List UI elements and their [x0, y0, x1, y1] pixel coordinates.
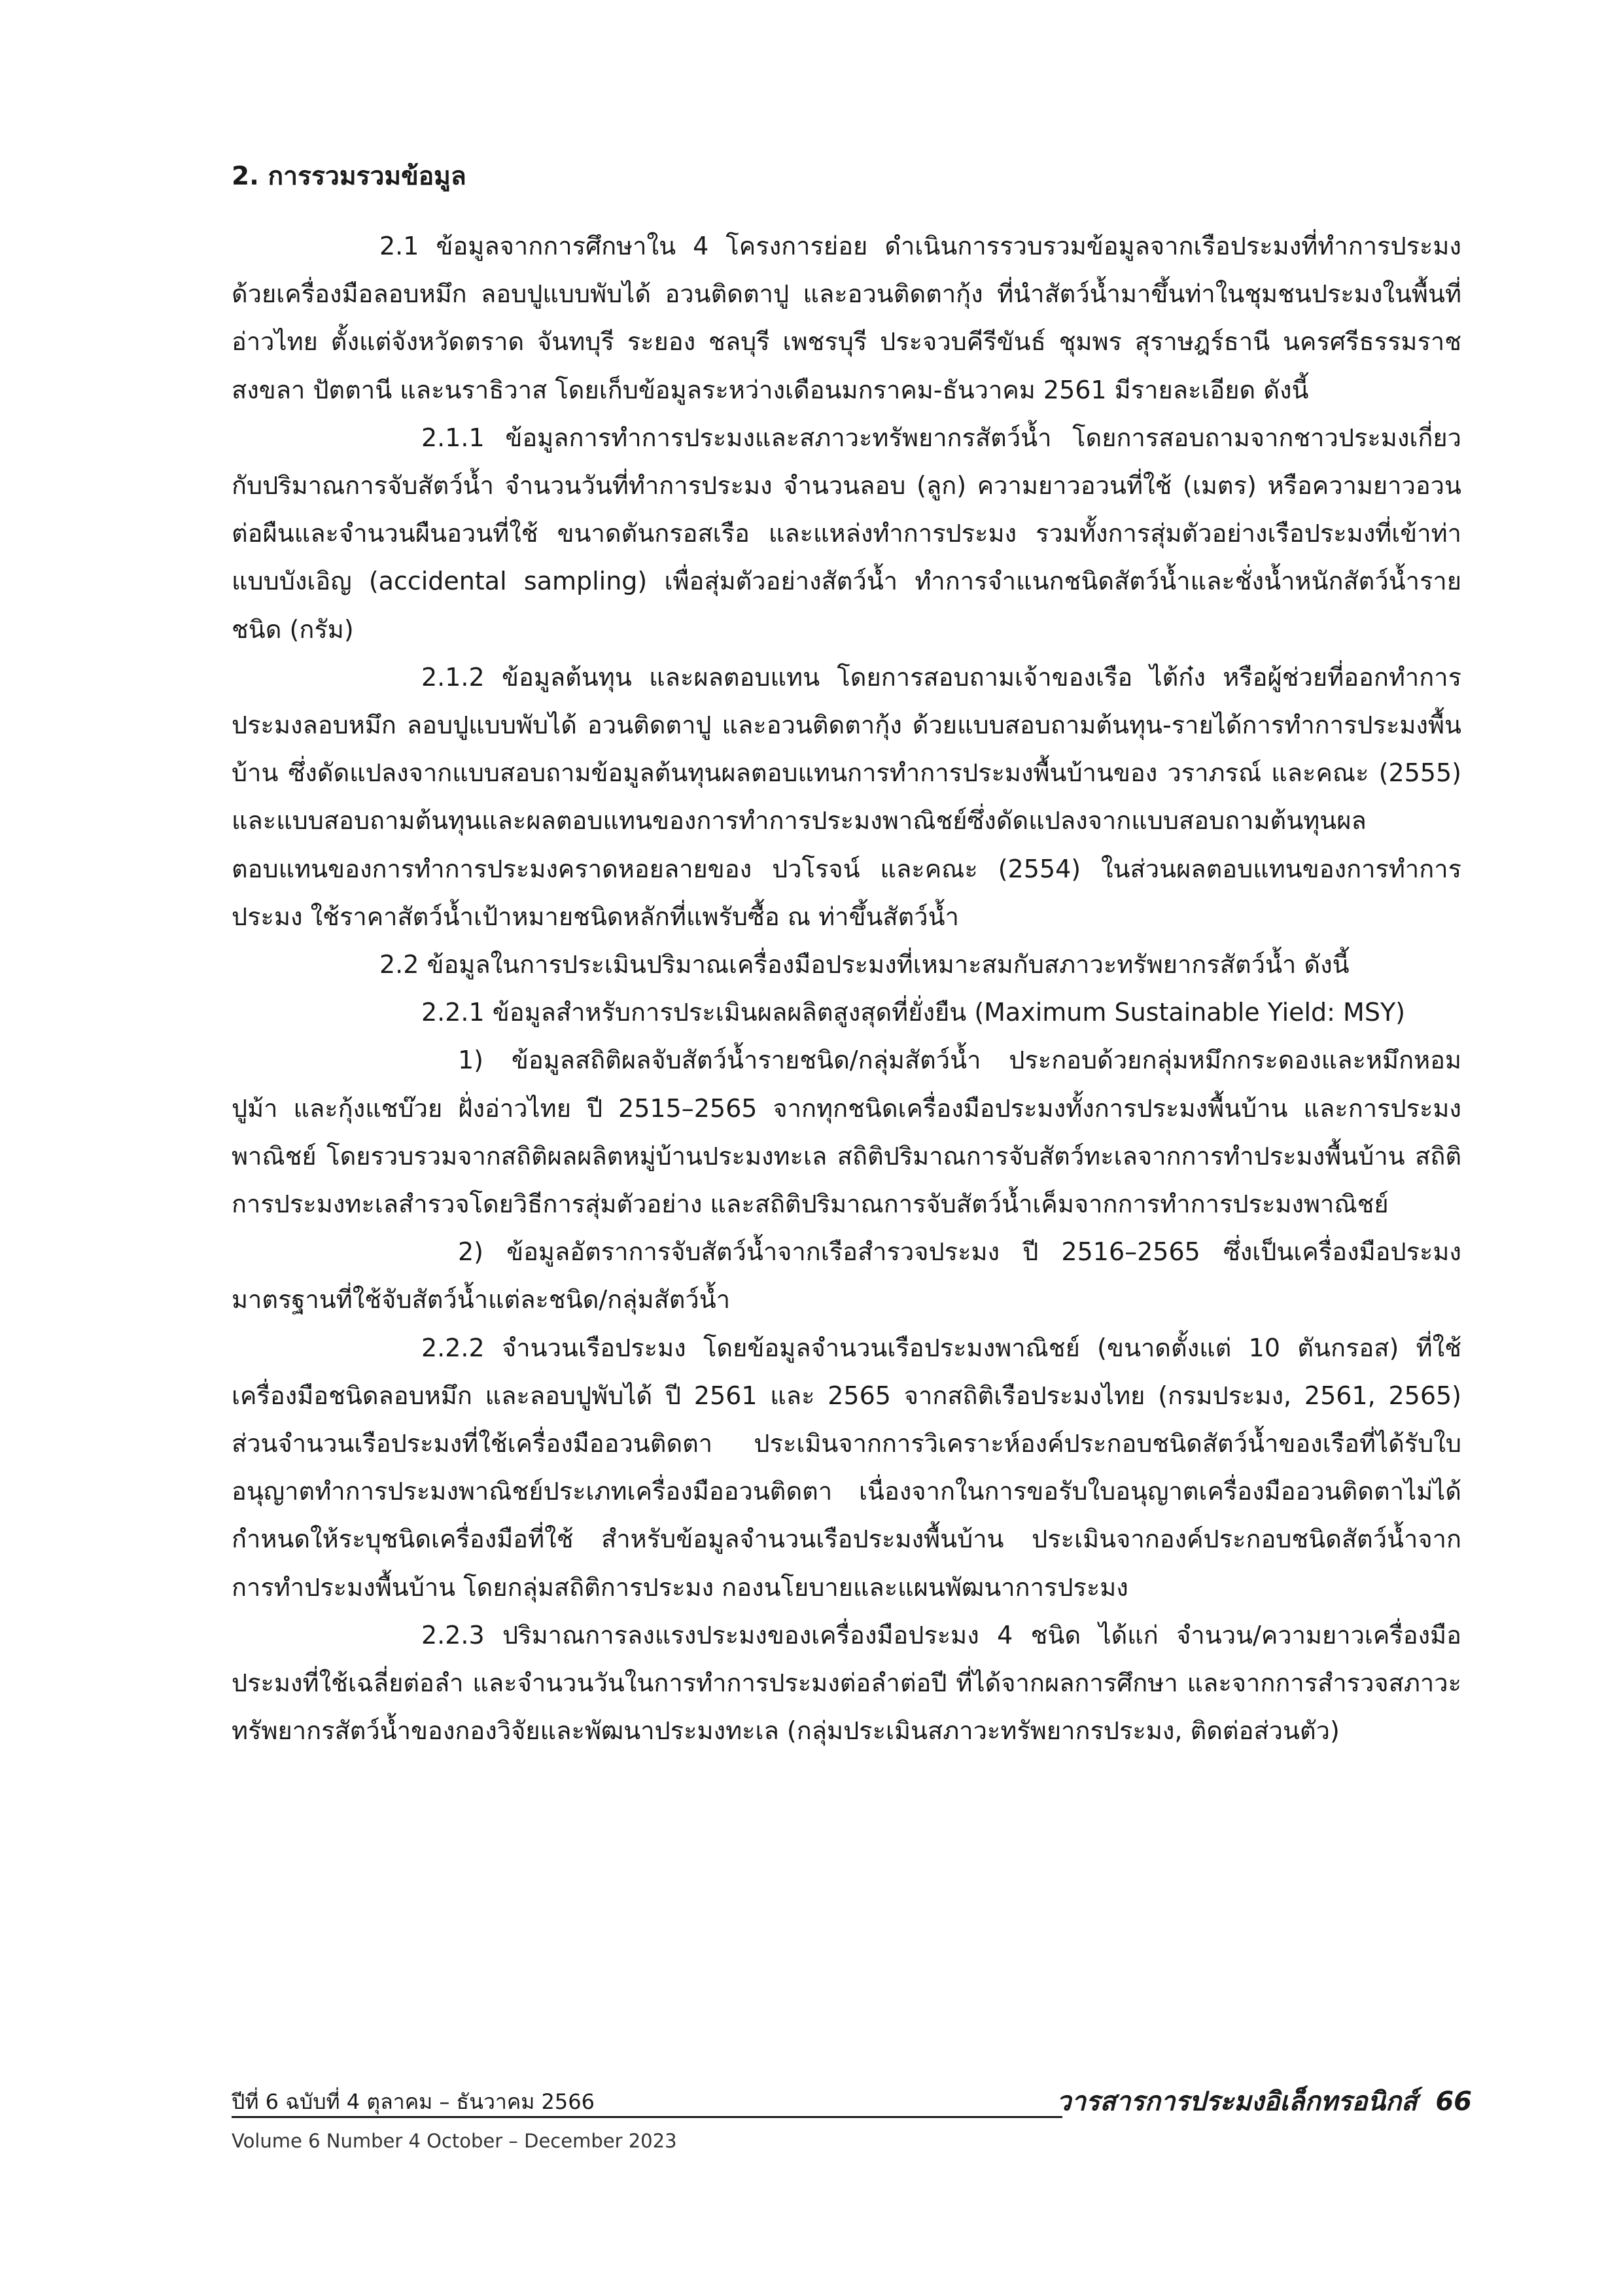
footer-issue-thai: ปีที่ 6 ฉบับที่ 4 ตุลาคม – ธันวาคม 2566 [232, 2089, 595, 2114]
page-footer [232, 2081, 1472, 2152]
footer-journal-title [1056, 2083, 1472, 2120]
paragraph-2-2-3: 2.2.3 ปริมาณการลงแรงประมงของเครื่องมือประมง 4 ชนิด ได้แก่ จำนวน/ความยาวเครื่องมือประมงที่ใช้เฉลี่ยต่อลำ และจำนวนวันในการทำการประมงต่อลำต่อปี ที่ได้จากผลการศึกษา และจากการสำรวจสภาวะทรัพยากรสัตว์น้ำของกองวิจัยและพัฒนาประมงทะเล (กลุ่มประเมินสภาวะทรัพยากรประมง, ติดต่อส่วนตัว) [232, 1620, 1461, 1746]
footer-issue-english: Volume 6 Number 4 October – December 2023 [232, 2130, 677, 2152]
paragraph-2-2: 2.2 ข้อมูลในการประเมินปริมาณเครื่องมือประมงที่เหมาะสมกับสภาวะทรัพยากรสัตว์น้ำ ดังนี้ [379, 950, 1350, 980]
page-body [232, 157, 1461, 1756]
paragraph-2-2-1-item-2: 2) ข้อมูลอัตราการจับสัตว์น้ำจากเรือสำรวจประมง ปี 2516–2565 ซึ่งเป็นเครื่องมือประมงมาตรฐานที่ใช้จับสัตว์น้ำแต่ละชนิด/กลุ่มสัตว์น้ำ [232, 1237, 1461, 1315]
footer-divider [232, 2116, 1062, 2118]
section-heading: 2. การรวมรวมข้อมูล [232, 162, 466, 191]
paragraph-2-1-1: 2.1.1 ข้อมูลการทำการประมงและสภาวะทรัพยากรสัตว์น้ำ โดยการสอบถามจากชาวประมงเกี่ยวกับปริมาณการจับสัตว์น้ำ จำนวนวันที่ทำการประมง จำนวนลอบ (ลูก) ความยาวอวนที่ใช้ (เมตร) หรือความยาวอวนต่อผืนและจำนวนผืนอวนที่ใช้ ขนาดตันกรอสเรือ และแหล่งทำการประมง รวมทั้งการสุ่มตัวอย่างเรือประมงที่เข้าท่าแบบบังเอิญ (accidental sampling) เพื่อสุ่มตัวอย่างสัตว์น้ำ ทำการจำแนกชนิดสัตว์น้ำและชั่งน้ำหนักสัตว์น้ำรายชนิด (กรัม) [232, 423, 1461, 644]
journal-title: วารสารการประมงอิเล็กทรอนิกส์ [1056, 2087, 1418, 2117]
paragraph-2-1-2: 2.1.2 ข้อมูลต้นทุน และผลตอบแทน โดยการสอบถามเจ้าของเรือ ไต้ก๋ง หรือผู้ช่วยที่ออกทำการประมงลอบหมึก ลอบปูแบบพับได้ อวนติดตาปู และอวนติดตากุ้ง ด้วยแบบสอบถามต้นทุน-รายได้การทำการประมงพื้นบ้าน ซึ่งดัดแปลงจากแบบสอบถามข้อมูลต้นทุนผลตอบแทนการทำการประมงพื้นบ้านของ วราภรณ์ และคณะ (2555) และแบบสอบถามต้นทุนและผลตอบแทนของการทำการประมงพาณิชย์ซึ่งดัดแปลงจากแบบสอบถามต้นทุนผลตอบแทนของการทำการประมงคราดหอยลายของ ปวโรจน์ และคณะ (2554) ในส่วนผลตอบแทนของการทำการประมง ใช้ราคาสัตว์น้ำเป้าหมายชนิดหลักที่แพรับซื้อ ณ ท่าขึ้นสัตว์น้ำ [232, 662, 1461, 931]
paragraph-2-1: 2.1 ข้อมูลจากการศึกษาใน 4 โครงการย่อย ดำเนินการรวบรวมข้อมูลจากเรือประมงที่ทำการประมงด้วยเครื่องมือลอบหมึก ลอบปูแบบพับได้ อวนติดตาปู และอวนติดตากุ้ง ที่นำสัตว์น้ำมาขึ้นท่าในชุมชนประมงในพื้นที่อ่าวไทย ตั้งแต่จังหวัดตราด จันทบุรี ระยอง ชลบุรี เพชรบุรี ประจวบคีรีขันธ์ ชุมพร สุราษฎร์ธานี นครศรีธรรมราช สงขลา ปัตตานี และนราธิวาส โดยเก็บข้อมูลระหว่างเดือนมกราคม-ธันวาคม 2561 มีรายละเอียด ดังนี้ [232, 232, 1461, 404]
page-number: 66 [1435, 2087, 1472, 2117]
paragraph-2-2-1: 2.2.1 ข้อมูลสำหรับการประเมินผลผลิตสูงสุดที่ยั่งยืน (Maximum Sustainable Yield: MSY) [421, 998, 1406, 1027]
paragraph-2-2-1-item-1: 1) ข้อมูลสถิติผลจับสัตว์น้ำรายชนิด/กลุ่มสัตว์น้ำ ประกอบด้วยกลุ่มหมึกกระดองและหมึกหอม ปูม้า และกุ้งแชบ๊วย ฝั่งอ่าวไทย ปี 2515–2565 จากทุกชนิดเครื่องมือประมงทั้งการประมงพื้นบ้าน และการประมงพาณิชย์ โดยรวบรวมจากสถิติผลผลิตหมู่บ้านประมงทะเล สถิติปริมาณการจับสัตว์ทะเลจากการทำประมงพื้นบ้าน สถิติการประมงทะเลสำรวจโดยวิธีการสุ่มตัวอย่าง และสถิติปริมาณการจับสัตว์น้ำเค็มจากการทำการประมงพาณิชย์ [232, 1046, 1461, 1219]
footer-row [232, 2081, 1472, 2120]
paragraph-2-2-2: 2.2.2 จำนวนเรือประมง โดยข้อมูลจำนวนเรือประมงพาณิชย์ (ขนาดตั้งแต่ 10 ตันกรอส) ที่ใช้เครื่องมือชนิดลอบหมึก และลอบปูพับได้ ปี 2561 และ 2565 จากสถิติเรือประมงไทย (กรมประมง, 2561, 2565) ส่วนจำนวนเรือประมงที่ใช้เครื่องมืออวนติดตา ประเมินจากการวิเคราะห์องค์ประกอบชนิดสัตว์น้ำของเรือที่ได้รับใบอนุญาตทำการประมงพาณิชย์ประเภทเครื่องมืออวนติดตา เนื่องจากในการขอรับใบอนุญาตเครื่องมืออวนติดตาไม่ได้กำหนดให้ระบุชนิดเครื่องมือที่ใช้ สำหรับข้อมูลจำนวนเรือประมงพื้นบ้าน ประเมินจากองค์ประกอบชนิดสัตว์น้ำจากการทำประมงพื้นบ้าน โดยกลุ่มสถิติการประมง กองนโยบายและแผนพัฒนาการประมง [232, 1333, 1461, 1602]
